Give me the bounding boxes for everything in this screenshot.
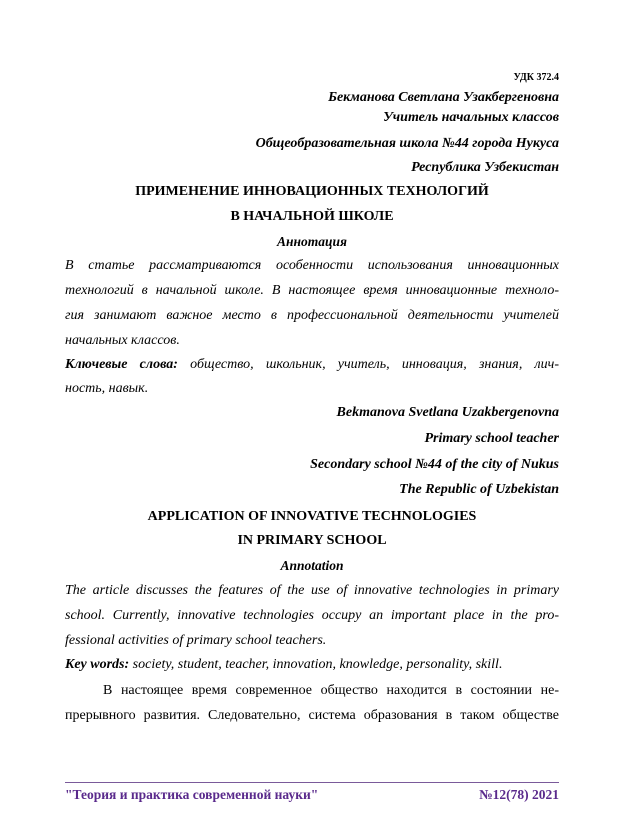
annotation-ru-line: технологий в начальной школе. В настоящее время инновационные техноло- xyxy=(65,283,559,298)
author-school-en: Secondary school №44 of the city of Nukus xyxy=(310,457,559,472)
footer-issue-number: №12(78) 2021 xyxy=(479,787,559,802)
annotation-ru-line: начальных классов. xyxy=(65,333,180,348)
author-school-ru: Общеобразовательная школа №44 города Нукуса xyxy=(255,136,559,151)
udk-code: УДК 372.4 xyxy=(513,72,559,83)
annotation-heading-en: Annotation xyxy=(280,558,344,573)
author-country-en: The Republic of Uzbekistan xyxy=(399,482,559,497)
article-title-ru-line1: ПРИМЕНЕНИЕ ИННОВАЦИОННЫХ ТЕХНОЛОГИЙ xyxy=(135,184,489,199)
annotation-en-line: school. Currently, innovative technologies occupy an important place in the pro- xyxy=(65,608,559,623)
author-position-ru: Учитель начальных классов xyxy=(383,110,559,125)
author-position-en: Primary school teacher xyxy=(424,431,559,446)
article-title-ru-line2: В НАЧАЛЬНОЙ ШКОЛЕ xyxy=(230,209,394,224)
annotation-en-line: The article discusses the features of the use of innovative technologies in primary xyxy=(65,583,559,598)
annotation-en-line: fessional activities of primary school teachers. xyxy=(65,633,327,648)
keywords-en-text: society, student, teacher, innovation, knowledge, personality, skill. xyxy=(129,657,503,672)
article-title-en-line1: APPLICATION OF INNOVATIVE TECHNOLOGIES xyxy=(147,509,477,524)
keywords-label-ru: Ключевые слова: xyxy=(65,357,178,372)
keywords-label-en: Key words: xyxy=(65,657,130,672)
annotation-heading-ru: Аннотация xyxy=(277,234,347,249)
keywords-ru-line1 xyxy=(65,357,559,373)
keywords-en xyxy=(65,657,559,673)
author-name-en: Bekmanova Svetlana Uzakbergenovna xyxy=(336,405,559,420)
annotation-ru-line: гия занимают важное место в профессиональной деятельности учителей xyxy=(65,308,559,323)
author-name-ru: Бекманова Светлана Узакбергеновна xyxy=(328,90,559,105)
keywords-ru-line2: ность, навык. xyxy=(65,381,149,396)
keywords-ru-text: общество, школьник, учитель, инновация, знания, лич- xyxy=(177,357,559,372)
annotation-ru-line: В статье рассматриваются особенности использования инновационных xyxy=(65,258,559,273)
footer-journal-title: "Теория и практика современной науки" xyxy=(65,787,319,802)
article-title-en-line2: IN PRIMARY SCHOOL xyxy=(237,533,387,548)
body-paragraph-line: прерывного развития. Следовательно, система образования в таком обществе xyxy=(65,708,559,723)
author-country-ru: Республика Узбекистан xyxy=(411,160,559,175)
footer-divider xyxy=(65,782,559,783)
body-paragraph-line: В настоящее время современное общество находится в состоянии не- xyxy=(103,683,559,698)
